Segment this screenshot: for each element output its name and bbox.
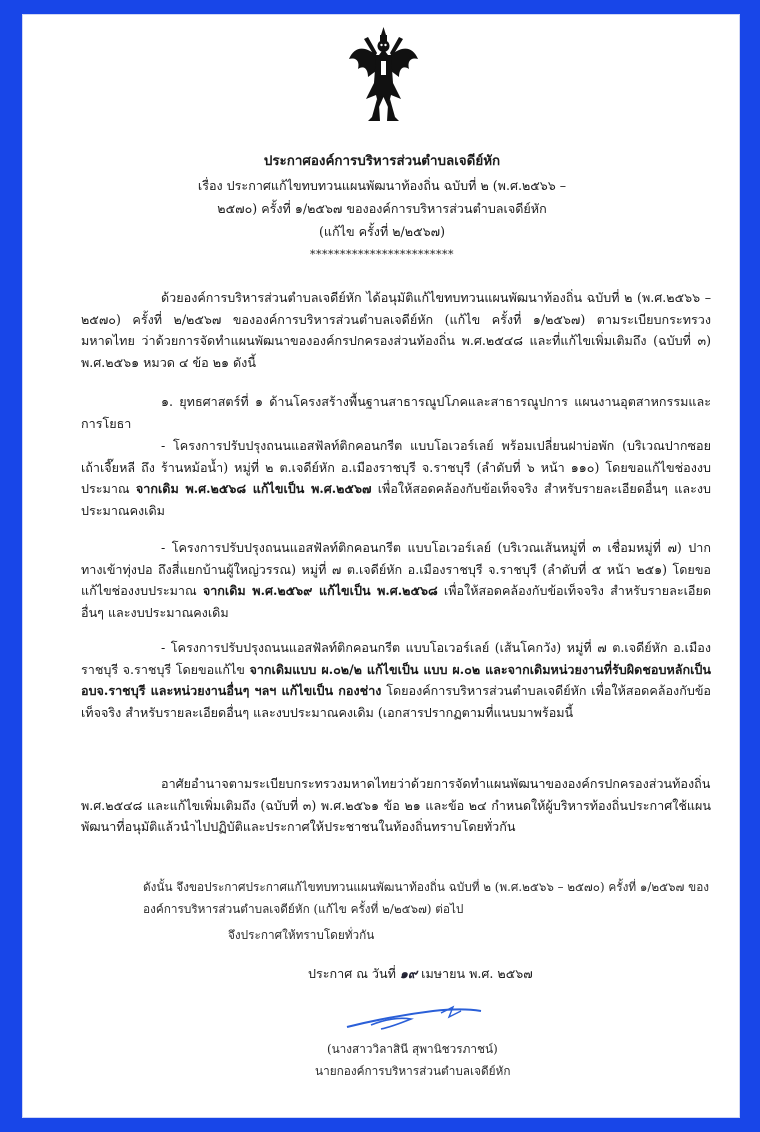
strategy-paragraph [81, 391, 711, 434]
date-prefix: ประกาศ ณ วันที่ [308, 966, 396, 981]
strategy-text: ๑. ยุทธศาสตร์ที่ ๑ ด้านโครงสร้างพื้นฐานสาธารณูปโภคและสาธารณูปการ แผนงานอุตสาหกรรมและการโยธา [81, 394, 711, 431]
date-day: ๑๙ [399, 966, 418, 981]
subject-line-3: (แก้ไข ครั้งที่ ๒/๒๕๖๗) [319, 224, 445, 239]
project-1-text-bold: จากเดิม พ.ศ.๒๕๖๘ แก้ไขเป็น พ.ศ.๒๕๖๗ [135, 481, 372, 496]
project-2-text-c: เพื่อให้สอดคล้องกับข้อเท็จจริง สำหรับรายละเอียดอื่นๆ และงบประมาณคงเดิม [81, 583, 712, 620]
project-2-paragraph [81, 537, 711, 623]
signature-mark-icon [341, 1001, 491, 1037]
signer-position: นายกองค์การบริหารส่วนตำบลเจดีย์หัก [315, 1064, 511, 1078]
separator-stars: ************************ [310, 248, 454, 261]
project-1-text-a: - โครงการปรับปรุงถนนแอสฟัลท์ติกคอนกรีต แบบโอเวอร์เลย์ พร้อมเปลี่ยนฝาบ่อพัก (บริเวณปากซอยเถ้าเจี๊ยหลี ถึง ร้านหม้อน้ำ) หมู่ที่ ๒ ต.เจดีย์หัก อ.เมืองราชบุรี จ.ราชบุรี (ลำดับที่ ๖ หน้า ๑๑๐) โดยขอแก้ไขช่องงบประมาณ [81, 438, 711, 496]
subject-line-2: ๒๕๗๐) ครั้งที่ ๑/๒๕๖๗ ขององค์การบริหารส่วนตำบลเจดีย์หัก [217, 201, 547, 216]
project-2-wrap [81, 537, 711, 623]
project-1-text-c: เพื่อให้สอดคล้องกับข้อเท็จจริง สำหรับรายละเอียดอื่นๆ และงบประมาณคงเดิม [81, 481, 711, 518]
authority-paragraph [81, 773, 711, 838]
project-3-wrap [81, 637, 711, 723]
date-suffix: เมษายน พ.ศ. ๒๕๖๗ [421, 966, 533, 981]
closing-text: ดังนั้น จึงขอประกาศประกาศแก้ไขทบทวนแผนพัฒนาท้องถิ่น ฉบับที่ ๒ (พ.ศ.๒๕๖๖ – ๒๕๗๐) ครั้งที่ ๑/๒๕๖๗ ขององค์การบริหารส่วนตำบลเจดีย์หัก (แก้ไข ครั้งที่ ๒/๒๕๖๗) ต่อไป [143, 880, 710, 916]
announcement-date [308, 963, 533, 985]
announce-text: จึงประกาศให้ทราบโดยทั่วกัน [228, 928, 375, 942]
project-3-paragraph [81, 637, 711, 723]
project-1-wrap [81, 435, 711, 521]
garuda-emblem-icon [346, 25, 421, 125]
authority-text: อาศัยอำนาจตามระเบียบกระทรวงมหาดไทยว่าด้วยการจัดทำแผนพัฒนาขององค์กรปกครองส่วนท้องถิ่น พ.ศ.๒๕๔๘ และแก้ไขเพิ่มเติมถึง (ฉบับที่ ๓) พ.ศ.๒๕๖๑ ข้อ ๒๑ และข้อ ๒๔ กำหนดให้ผู้บริหารท้องถิ่นประกาศใช้แผนพัฒนาที่อนุมัติแล้วนำไปปฏิบัติและประกาศให้ประชาชนในท้องถิ่นทราบโดยทั่วกัน [81, 776, 711, 834]
document-page [22, 14, 740, 1118]
project-2-text-a: - โครงการปรับปรุงถนนแอสฟัลท์ติกคอนกรีต แบบโอเวอร์เลย์ (บริเวณเส้นหมู่ที่ ๓ เชื่อมหมู่ที่ ๗) ปากทางเข้าทุ่งปอ ถึงสี่แยกบ้านผู้ใหญ่วรรณ) หมู่ที่ ๗ ต.เจดีย์หัก อ.เมืองราชบุรี จ.ราชบุรี (ลำดับที่ ๕ หน้า ๒๕๑) โดยขอแก้ไขช่องงบประมาณ [81, 540, 711, 598]
project-3-text-bold: จากเดิมแบบ ผ.๐๒/๒ แก้ไขเป็น แบบ ผ.๐๒ และจากเดิมหน่วยงานที่รับผิดชอบหลักเป็น อบจ.ราชบุรี และหน่วยงานอื่นๆ ฯลฯ แก้ไขเป็น กองช่าง [81, 661, 711, 698]
project-3-text-c: โดยองค์การบริหารส่วนตำบลเจดีย์หัก เพื่อให้สอดคล้องกับข้อเท็จจริง สำหรับรายละเอียดอื่นๆ และงบประมาณคงเดิม (เอกสารปรากฏตามที่แนบมาพร้อมนี้ [81, 683, 711, 720]
intro-text: ด้วยองค์การบริหารส่วนตำบลเจดีย์หัก ได้อนุมัติแก้ไขทบทวนแผนพัฒนาท้องถิ่น ฉบับที่ ๒ (พ.ศ.๒๕๖๖ – ๒๕๗๐) ครั้งที่ ๒/๒๕๖๗ ขององค์การบริหารส่วนตำบลเจดีย์หัก (แก้ไข ครั้งที่ ๑/๒๕๖๗) ตามระเบียบกระทรวงมหาดไทย ว่าด้วยการจัดทำแผนพัฒนาขององค์กรปกครองส่วนท้องถิ่น พ.ศ.๒๕๔๘ และที่แก้ไขเพิ่มเติมถึง (ฉบับที่ ๓) พ.ศ.๒๕๖๑ หมวด ๔ ข้อ ๒๑ ดังนี้ [81, 290, 711, 370]
signer-name: (นางสาววิลาสินี สุพานิชวรภาชน์) [327, 1042, 498, 1056]
document-title: ประกาศองค์การบริหารส่วนตำบลเจดีย์หัก [263, 153, 501, 169]
project-2-text-bold: จากเดิม พ.ศ.๒๕๖๙ แก้ไขเป็น พ.ศ.๒๕๖๘ [202, 583, 438, 598]
project-3-text-a: - โครงการปรับปรุงถนนแอสฟัลท์ติกคอนกรีต แบบโอเวอร์เลย์ (เส้นโคกวัง) หมู่ที่ ๗ ต.เจดีย์หัก อ.เมืองราชบุรี จ.ราชบุรี โดยขอแก้ไข [81, 640, 711, 677]
intro-paragraph [81, 287, 711, 373]
subject-line-1: เรื่อง ประกาศแก้ไขทบทวนแผนพัฒนาท้องถิ่น ฉบับที่ ๒ (พ.ศ.๒๕๖๖ – [197, 178, 567, 193]
project-1-paragraph [81, 435, 711, 521]
